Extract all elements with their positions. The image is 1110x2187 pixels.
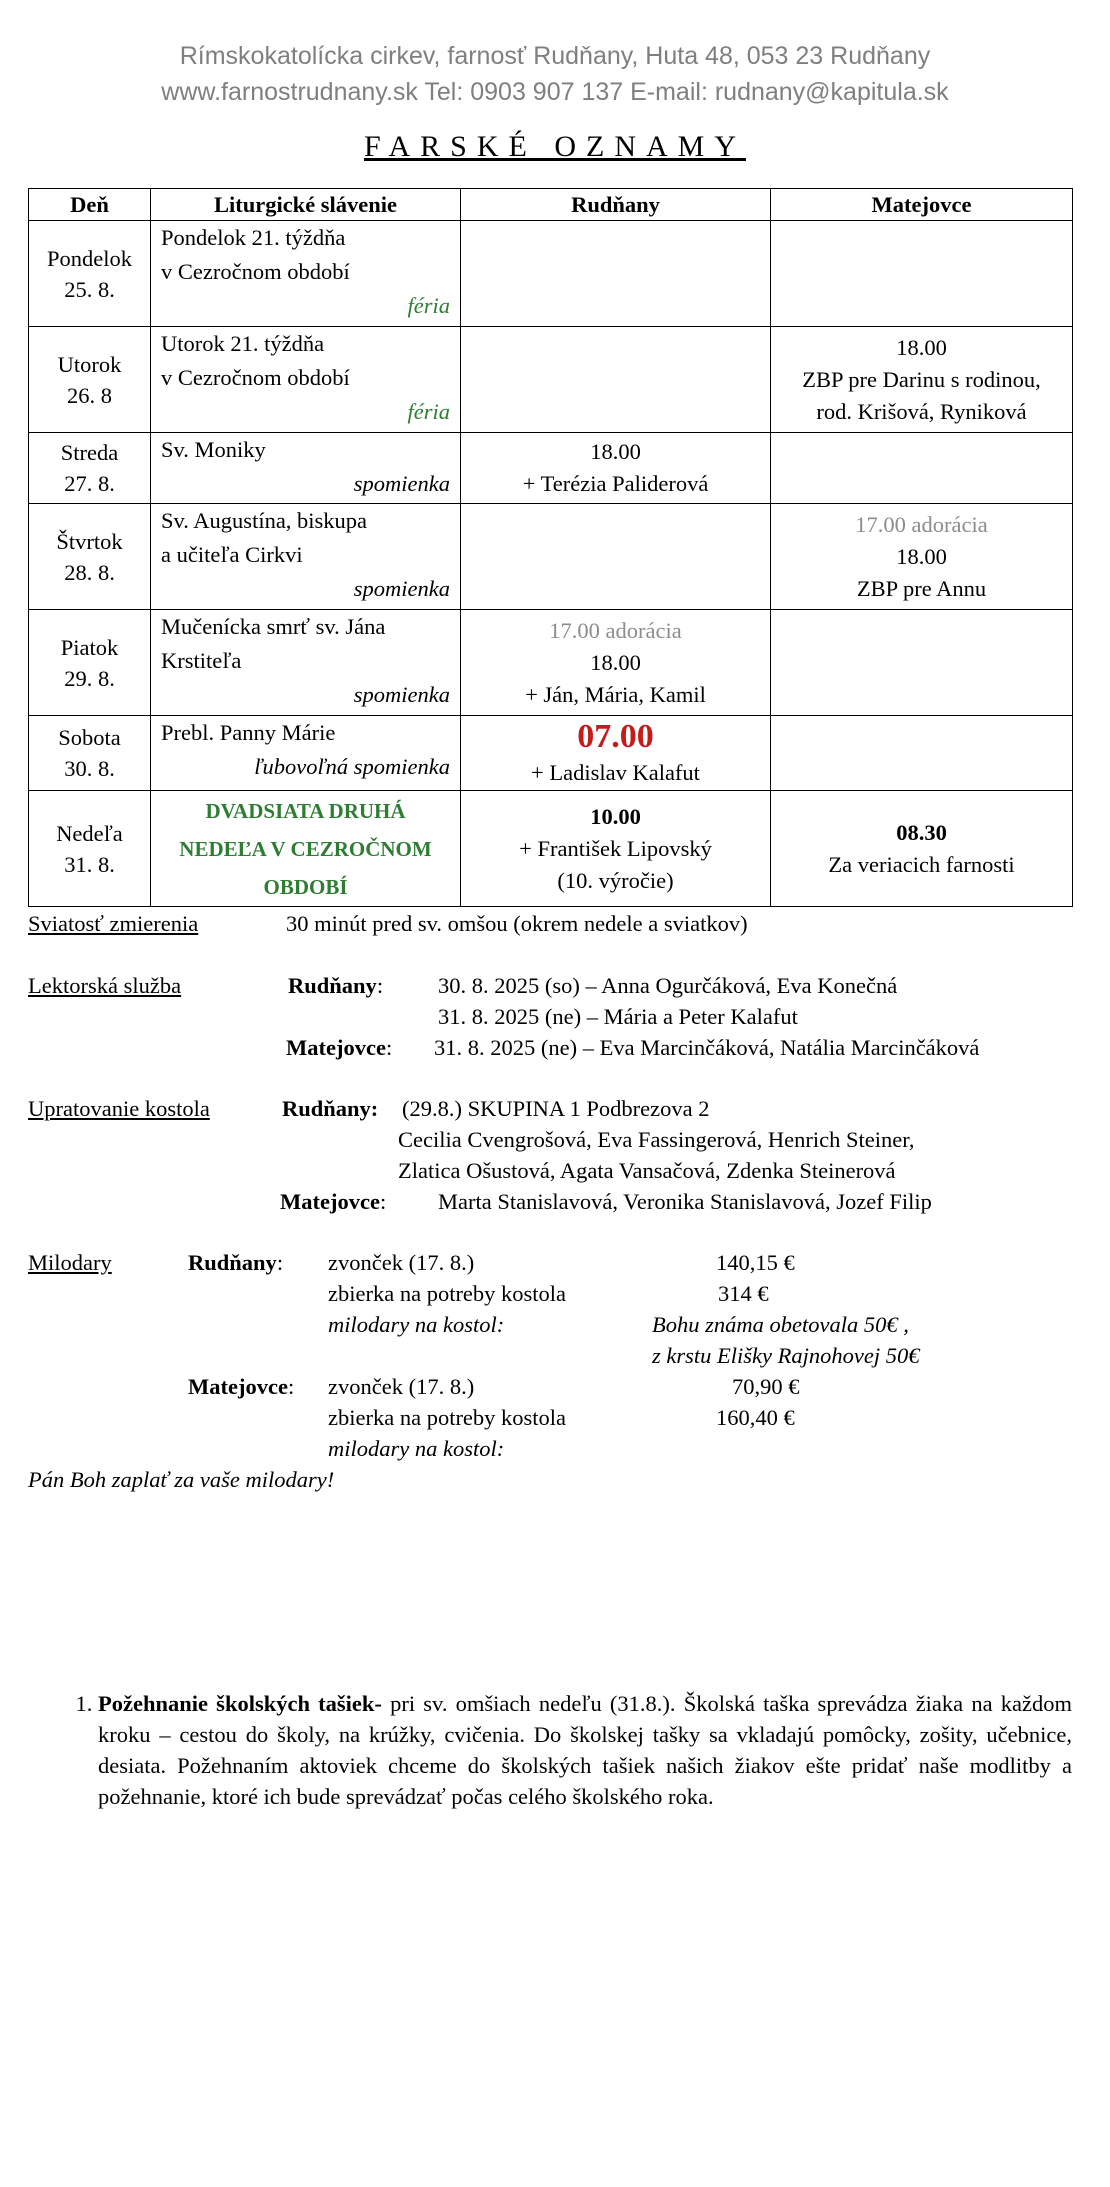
day-name: Pondelok bbox=[46, 245, 132, 271]
liturgy-line: Prebl. Panny Márie bbox=[161, 720, 336, 745]
liturgy-cell bbox=[151, 504, 461, 610]
table-row bbox=[29, 791, 1073, 907]
column-header-matejovce: Matejovce bbox=[771, 189, 1073, 221]
parish-name: Rudňany: bbox=[282, 1096, 379, 1121]
donations-label: Milodary bbox=[28, 1250, 112, 1275]
lectors-rudnany: Rudňany: bbox=[288, 973, 384, 998]
lector-line: 31. 8. 2025 (ne) – Mária a Peter Kalafut bbox=[438, 1004, 798, 1029]
rudnany-cell bbox=[461, 221, 771, 327]
mass-intention: ZBP pre Annu bbox=[856, 575, 987, 601]
mass-intention: Za veriacich farnosti bbox=[828, 851, 1015, 877]
table-header-row bbox=[29, 189, 1073, 221]
day-cell bbox=[29, 610, 151, 716]
lectors-matejovce: Matejovce: bbox=[286, 1035, 393, 1060]
liturgy-line: v Cezročnom období bbox=[161, 259, 350, 284]
sunday-title-line: NEDEĽA V CEZROČNOM bbox=[179, 836, 432, 861]
mass-intention: + Terézia Paliderová bbox=[522, 471, 709, 496]
day-date: 29. 8. bbox=[64, 665, 115, 691]
rudnany-cell bbox=[461, 716, 771, 791]
mass-time: 18.00 bbox=[896, 543, 947, 569]
day-date: 27. 8. bbox=[64, 471, 115, 496]
table-row bbox=[29, 504, 1073, 610]
day-name: Sobota bbox=[58, 725, 121, 750]
day-date: 30. 8. bbox=[64, 756, 115, 781]
sunday-title-line: DVADSIATA DRUHÁ bbox=[205, 798, 406, 823]
column-header-day: Deň bbox=[29, 189, 151, 221]
matejovce-cell bbox=[771, 433, 1073, 504]
liturgy-cell bbox=[151, 610, 461, 716]
donation-item: zvonček (17. 8.) bbox=[328, 1374, 475, 1399]
day-name: Štvrtok bbox=[56, 528, 123, 554]
donation-gift-label: milodary na kostol: bbox=[328, 1312, 505, 1337]
liturgy-rank: spomienka bbox=[353, 682, 450, 707]
cleaning-names: Zlatica Ošustová, Agata Vansačová, Zdenka Steinerová bbox=[398, 1158, 896, 1183]
liturgy-line: a učiteľa Cirkvi bbox=[161, 542, 303, 567]
cleaning-label: Upratovanie kostola bbox=[28, 1096, 210, 1121]
cleaning-group: (29.8.) SKUPINA 1 Podbrezova 2 bbox=[402, 1096, 710, 1121]
cleaning-names: Marta Stanislavová, Veronika Stanislavová, Jozef Filip bbox=[438, 1189, 932, 1214]
donation-gift: Bohu známa obetovala 50€ , bbox=[652, 1312, 909, 1337]
liturgy-line: v Cezročnom období bbox=[161, 365, 350, 390]
mass-time: 10.00 bbox=[590, 803, 641, 829]
mass-time: 08.30 bbox=[896, 819, 947, 845]
schedule-table bbox=[28, 188, 1073, 907]
donation-item: zvonček (17. 8.) bbox=[328, 1250, 475, 1275]
mass-intention: + Ján, Mária, Kamil bbox=[525, 681, 706, 707]
liturgy-rank: ľubovoľná spomienka bbox=[254, 754, 450, 779]
liturgy-cell bbox=[151, 716, 461, 791]
day-cell bbox=[29, 327, 151, 433]
liturgy-cell bbox=[151, 221, 461, 327]
parish-name: Rudňany bbox=[188, 1250, 277, 1275]
donation-gift-label-text: milodary na kostol bbox=[328, 1312, 497, 1337]
day-cell bbox=[29, 504, 151, 610]
rudnany-cell bbox=[461, 504, 771, 610]
rudnany-cell bbox=[461, 433, 771, 504]
liturgy-line: Sv. Moniky bbox=[161, 437, 266, 462]
matejovce-cell bbox=[771, 327, 1073, 433]
day-name: Nedeľa bbox=[56, 820, 123, 846]
mass-time: 18.00 bbox=[896, 334, 947, 360]
donation-amount: 314 € bbox=[718, 1281, 769, 1306]
parish-name: Matejovce bbox=[286, 1035, 386, 1060]
table-row bbox=[29, 221, 1073, 327]
donations-matejovce: Matejovce: bbox=[188, 1374, 295, 1399]
mass-intention: + Ladislav Kalafut bbox=[531, 760, 700, 785]
donation-gift: z krstu Elišky Rajnohovej 50€ bbox=[652, 1343, 920, 1368]
donation-amount: 140,15 € bbox=[716, 1250, 795, 1275]
lector-line: 30. 8. 2025 (so) – Anna Ogurčáková, Eva Konečná bbox=[438, 973, 898, 998]
matejovce-cell bbox=[771, 610, 1073, 716]
day-cell bbox=[29, 221, 151, 327]
column-header-rudnany: Rudňany bbox=[461, 189, 771, 221]
day-cell bbox=[29, 791, 151, 907]
column-header-liturgy: Liturgické slávenie bbox=[151, 189, 461, 221]
mass-intention: rod. Krišová, Ryniková bbox=[816, 398, 1027, 424]
liturgy-cell bbox=[151, 433, 461, 504]
rudnany-cell bbox=[461, 327, 771, 433]
matejovce-cell bbox=[771, 716, 1073, 791]
parish-name: Matejovce bbox=[188, 1374, 288, 1399]
mass-intention: ZBP pre Darinu s rodinou, bbox=[802, 366, 1041, 392]
announcement-item bbox=[98, 1688, 1072, 1812]
adoration-time: 17.00 adorácia bbox=[549, 617, 682, 643]
parish-contacts: www.farnostrudnany.sk Tel: 0903 907 137 E-mail: rudnany@kapitula.sk bbox=[161, 78, 949, 106]
liturgy-rank: féria bbox=[407, 293, 450, 318]
donation-item: zbierka na potreby kostola bbox=[328, 1281, 567, 1306]
table-row bbox=[29, 716, 1073, 791]
announcement-title: Požehnanie školských tašiek- bbox=[98, 1691, 382, 1716]
sunday-title-line: OBDOBÍ bbox=[263, 874, 348, 899]
cleaning-matejovce: Matejovce: bbox=[280, 1189, 387, 1214]
table-row bbox=[29, 433, 1073, 504]
day-date: 25. 8. bbox=[64, 276, 115, 302]
liturgy-line: Pondelok 21. týždňa bbox=[161, 225, 346, 250]
sunday-title bbox=[151, 791, 461, 907]
parish-address: Rímskokatolícka cirkev, farnosť Rudňany, Huta 48, 053 23 Rudňany bbox=[179, 42, 931, 70]
liturgy-rank: spomienka bbox=[353, 576, 450, 601]
day-date: 28. 8. bbox=[64, 559, 115, 585]
mass-time: 18.00 bbox=[590, 439, 641, 464]
liturgy-line: Krstiteľa bbox=[161, 648, 242, 673]
matejovce-cell bbox=[771, 504, 1073, 610]
table-row bbox=[29, 610, 1073, 716]
liturgy-rank: spomienka bbox=[353, 471, 450, 496]
day-cell bbox=[29, 716, 151, 791]
day-cell bbox=[29, 433, 151, 504]
table-row bbox=[29, 327, 1073, 433]
mass-intention: + František Lipovský bbox=[519, 835, 712, 861]
matejovce-cell bbox=[771, 791, 1073, 907]
confession-text: 30 minút pred sv. omšou (okrem nedele a sviatkov) bbox=[286, 911, 748, 936]
adoration-time: 17.00 adorácia bbox=[855, 511, 988, 537]
mass-time: 18.00 bbox=[590, 649, 641, 675]
liturgy-cell bbox=[151, 327, 461, 433]
parish-name: Rudňany bbox=[288, 973, 377, 998]
rudnany-cell bbox=[461, 610, 771, 716]
confession-label: Sviatosť zmierenia bbox=[28, 911, 199, 936]
matejovce-cell bbox=[771, 221, 1073, 327]
donation-amount: 70,90 € bbox=[732, 1374, 800, 1399]
donation-amount: 160,40 € bbox=[716, 1405, 795, 1430]
donation-gift-label: milodary na kostol: bbox=[328, 1436, 505, 1461]
cleaning-names: Cecilia Cvengrošová, Eva Fassingerová, Henrich Steiner, bbox=[398, 1127, 915, 1152]
announcement-text: pri sv. omšiach nedeľu (31.8.). Školská taška sprevádza žiaka na každom kroku – cestou do školy, na krúžky, cvičenia. Do školskej tašky sa vkladajú pomôcky, zošity, učebnice, desiata. Požehnaním aktoviek chceme do školských tašiek našich žiakov ešte pridať naše modlitby a požehnanie, ktoré ich bude sprevádzať počas celého školského roka. bbox=[98, 1691, 1072, 1809]
page-title: FARSKÉ OZNAMY bbox=[364, 130, 746, 163]
day-date: 31. 8. bbox=[64, 851, 115, 877]
parish-name: Matejovce bbox=[280, 1189, 380, 1214]
day-name: Piatok bbox=[60, 634, 119, 660]
liturgy-line: Utorok 21. týždňa bbox=[161, 331, 325, 356]
mass-time-highlighted: 07.00 bbox=[577, 718, 654, 755]
day-date: 26. 8 bbox=[67, 382, 112, 408]
day-name: Streda bbox=[60, 440, 119, 465]
liturgy-line: Mučenícka smrť sv. Jána bbox=[161, 614, 386, 639]
liturgy-rank: féria bbox=[407, 399, 450, 424]
rudnany-cell bbox=[461, 791, 771, 907]
lector-line: 31. 8. 2025 (ne) – Eva Marcinčáková, Natália Marcinčáková bbox=[434, 1035, 980, 1060]
donations-rudnany: Rudňany: bbox=[188, 1250, 284, 1275]
announcements-list bbox=[28, 1688, 1072, 1812]
thanks-note: Pán Boh zaplať za vaše milodary! bbox=[28, 1467, 335, 1492]
mass-intention: (10. výročie) bbox=[557, 867, 674, 893]
liturgy-line: Sv. Augustína, biskupa bbox=[161, 508, 368, 533]
day-name: Utorok bbox=[57, 351, 122, 377]
lectors-label: Lektorská služba bbox=[28, 973, 182, 998]
donation-item: zbierka na potreby kostola bbox=[328, 1405, 567, 1430]
